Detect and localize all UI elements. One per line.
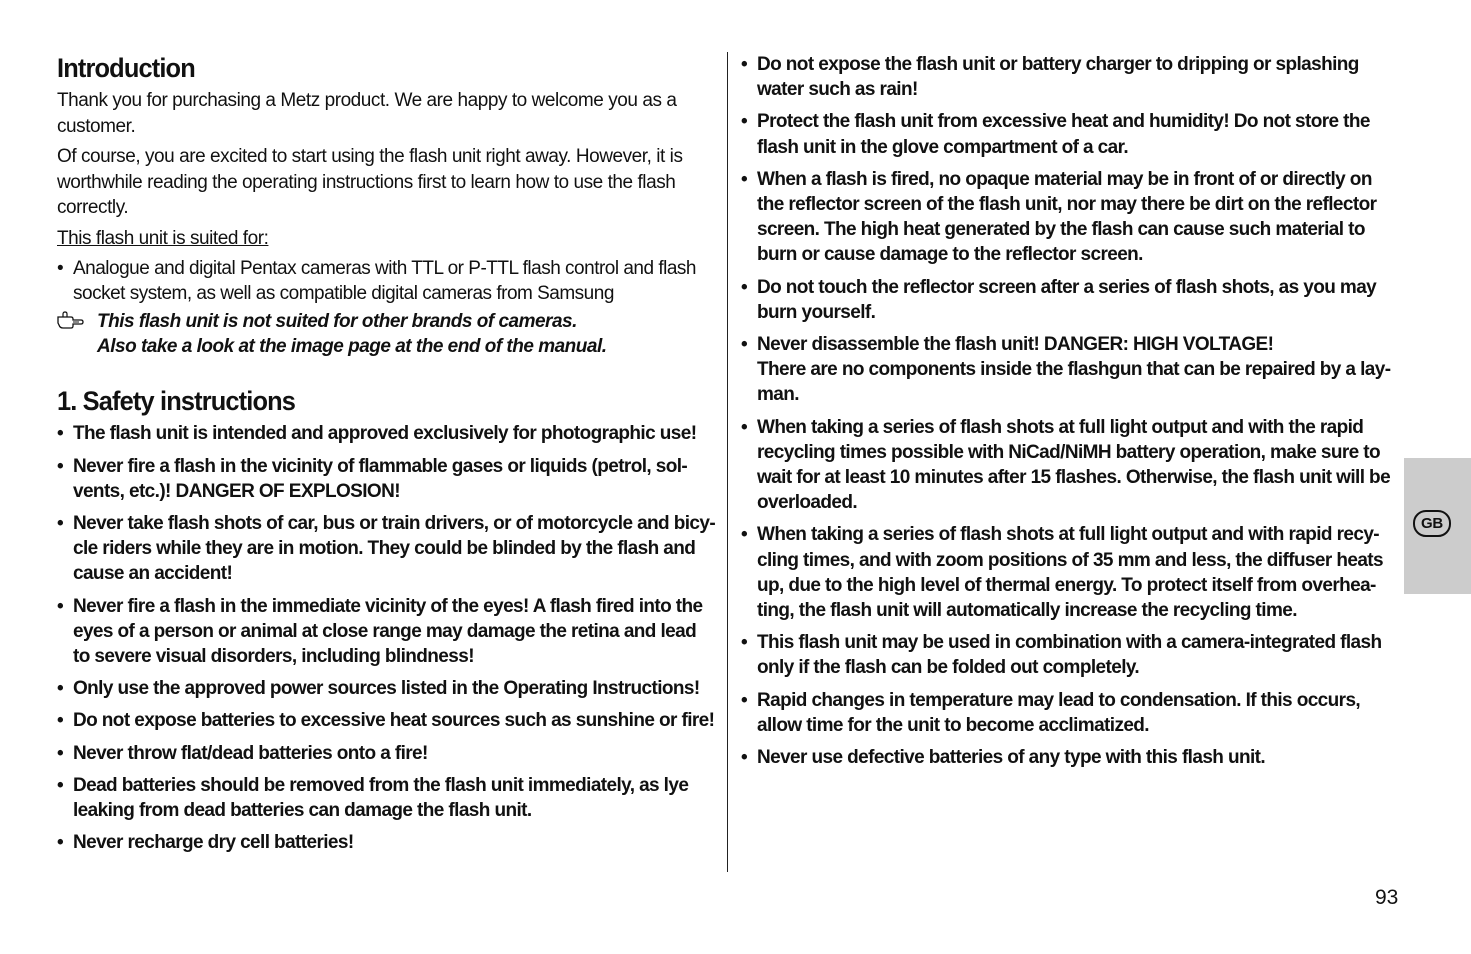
pointing-hand-icon-glyph (57, 311, 85, 329)
note-line-2: Also take a look at the image page at the end of the manual. (97, 336, 607, 358)
right-column (741, 52, 1403, 777)
left-column (57, 50, 717, 862)
introduction-section (57, 50, 717, 359)
intro-paragraph-1: Thank you for purchasing a Metz product. We are happy to welcome you as a customer. (57, 90, 677, 137)
pointing-hand-icon (57, 309, 97, 359)
column-divider (727, 52, 728, 872)
suited-for-heading: This flash unit is suited for: (57, 227, 269, 249)
page-number: 93 (1375, 886, 1399, 909)
note-block (57, 309, 717, 359)
list-item: • Do not expose batteries to excessive heat sources such as sunshine or fire! (57, 708, 717, 733)
list-item: • Analogue and digital Pentax cameras with TTL or P-TTL flash control and flash socket system, as well as compatible digital cameras from Samsung (57, 256, 717, 306)
list-item: • When taking a series of flash shots at full light output and with the rapid recycling times possible with NiCad/NiMH battery operation, make sure to wait for at least 10 minutes after 15 flashes. Otherwise, the flash unit will be overloaded. (741, 415, 1403, 516)
list-item: • The flash unit is intended and approved exclusively for photographic use! (57, 421, 717, 446)
safety-heading: 1. Safety instructions (57, 386, 296, 417)
note-line-1: This flash unit is not suited for other brands of cameras. (97, 311, 577, 333)
disassemble-subtext: There are no components inside the flashgun that can be repaired by a lay-man. (757, 359, 1391, 406)
list-item: • Never fire a flash in the vicinity of flammable gases or liquids (petrol, sol-vents, etc.)! DANGER OF EXPLOSION! (57, 454, 717, 504)
list-item: • Never throw flat/dead batteries onto a fire! (57, 741, 717, 766)
list-item: • When taking a series of flash shots at full light output and with rapid recy-cling times, and with zoom positions of 35 mm and less, the diffuser heats up, due to the high level of thermal energy. To protect itself from overhea-ting, the flash unit will automatically increase the recycling time. (741, 522, 1403, 623)
list-item: • Never recharge dry cell batteries! (57, 830, 717, 855)
language-badge: GB (1413, 510, 1451, 537)
list-item: • Dead batteries should be removed from the flash unit immediately, as lye leaking from dead batteries can damage the flash unit. (57, 773, 717, 823)
list-item: • Never fire a flash in the immediate vicinity of the eyes! A flash fired into the eyes of a person or animal at close range may damage the retina and lead to severe visual disorders, including blindness! (57, 594, 717, 670)
list-item (741, 332, 1403, 408)
disassemble-warning: • Never disassemble the flash unit! DANGER: HIGH VOLTAGE! (757, 334, 1274, 356)
safety-list-left (57, 421, 717, 855)
language-tab (1404, 458, 1471, 594)
list-item: • Never use defective batteries of any type with this flash unit. (741, 745, 1403, 770)
intro-paragraph-2: Of course, you are excited to start using the flash unit right away. However, it is worthwhile reading the operating instructions first to learn how to use the flash correctly. (57, 146, 683, 218)
introduction-heading: Introduction (57, 53, 195, 83)
list-item: • Rapid changes in temperature may lead to condensation. If this occurs, allow time for the unit to become acclimatized. (741, 688, 1403, 738)
list-item: • When a flash is fired, no opaque material may be in front of or directly on the reflector screen of the flash unit, nor may there be dirt on the reflector screen. The high heat generated by the flash can cause such material to burn or cause damage to the reflector screen. (741, 167, 1403, 268)
note-text (97, 309, 607, 359)
list-item: • Protect the flash unit from excessive heat and humidity! Do not store the flash unit in the glove compartment of a car. (741, 109, 1403, 159)
list-item: • Do not touch the reflector screen after a series of flash shots, as you may burn yourself. (741, 275, 1403, 325)
list-item: • This flash unit may be used in combination with a camera-integrated flash only if the flash can be folded out completely. (741, 630, 1403, 680)
list-item: • Never take flash shots of car, bus or train drivers, or of motorcycle and bicy-cle riders while they are in motion. They could be blinded by the flash and cause an accident! (57, 511, 717, 587)
list-item: • Do not expose the flash unit or battery charger to dripping or splashing water such as rain! (741, 52, 1403, 102)
safety-list-right (741, 52, 1403, 770)
suited-for-list (57, 256, 717, 306)
list-item: • Only use the approved power sources listed in the Operating Instructions! (57, 676, 717, 701)
